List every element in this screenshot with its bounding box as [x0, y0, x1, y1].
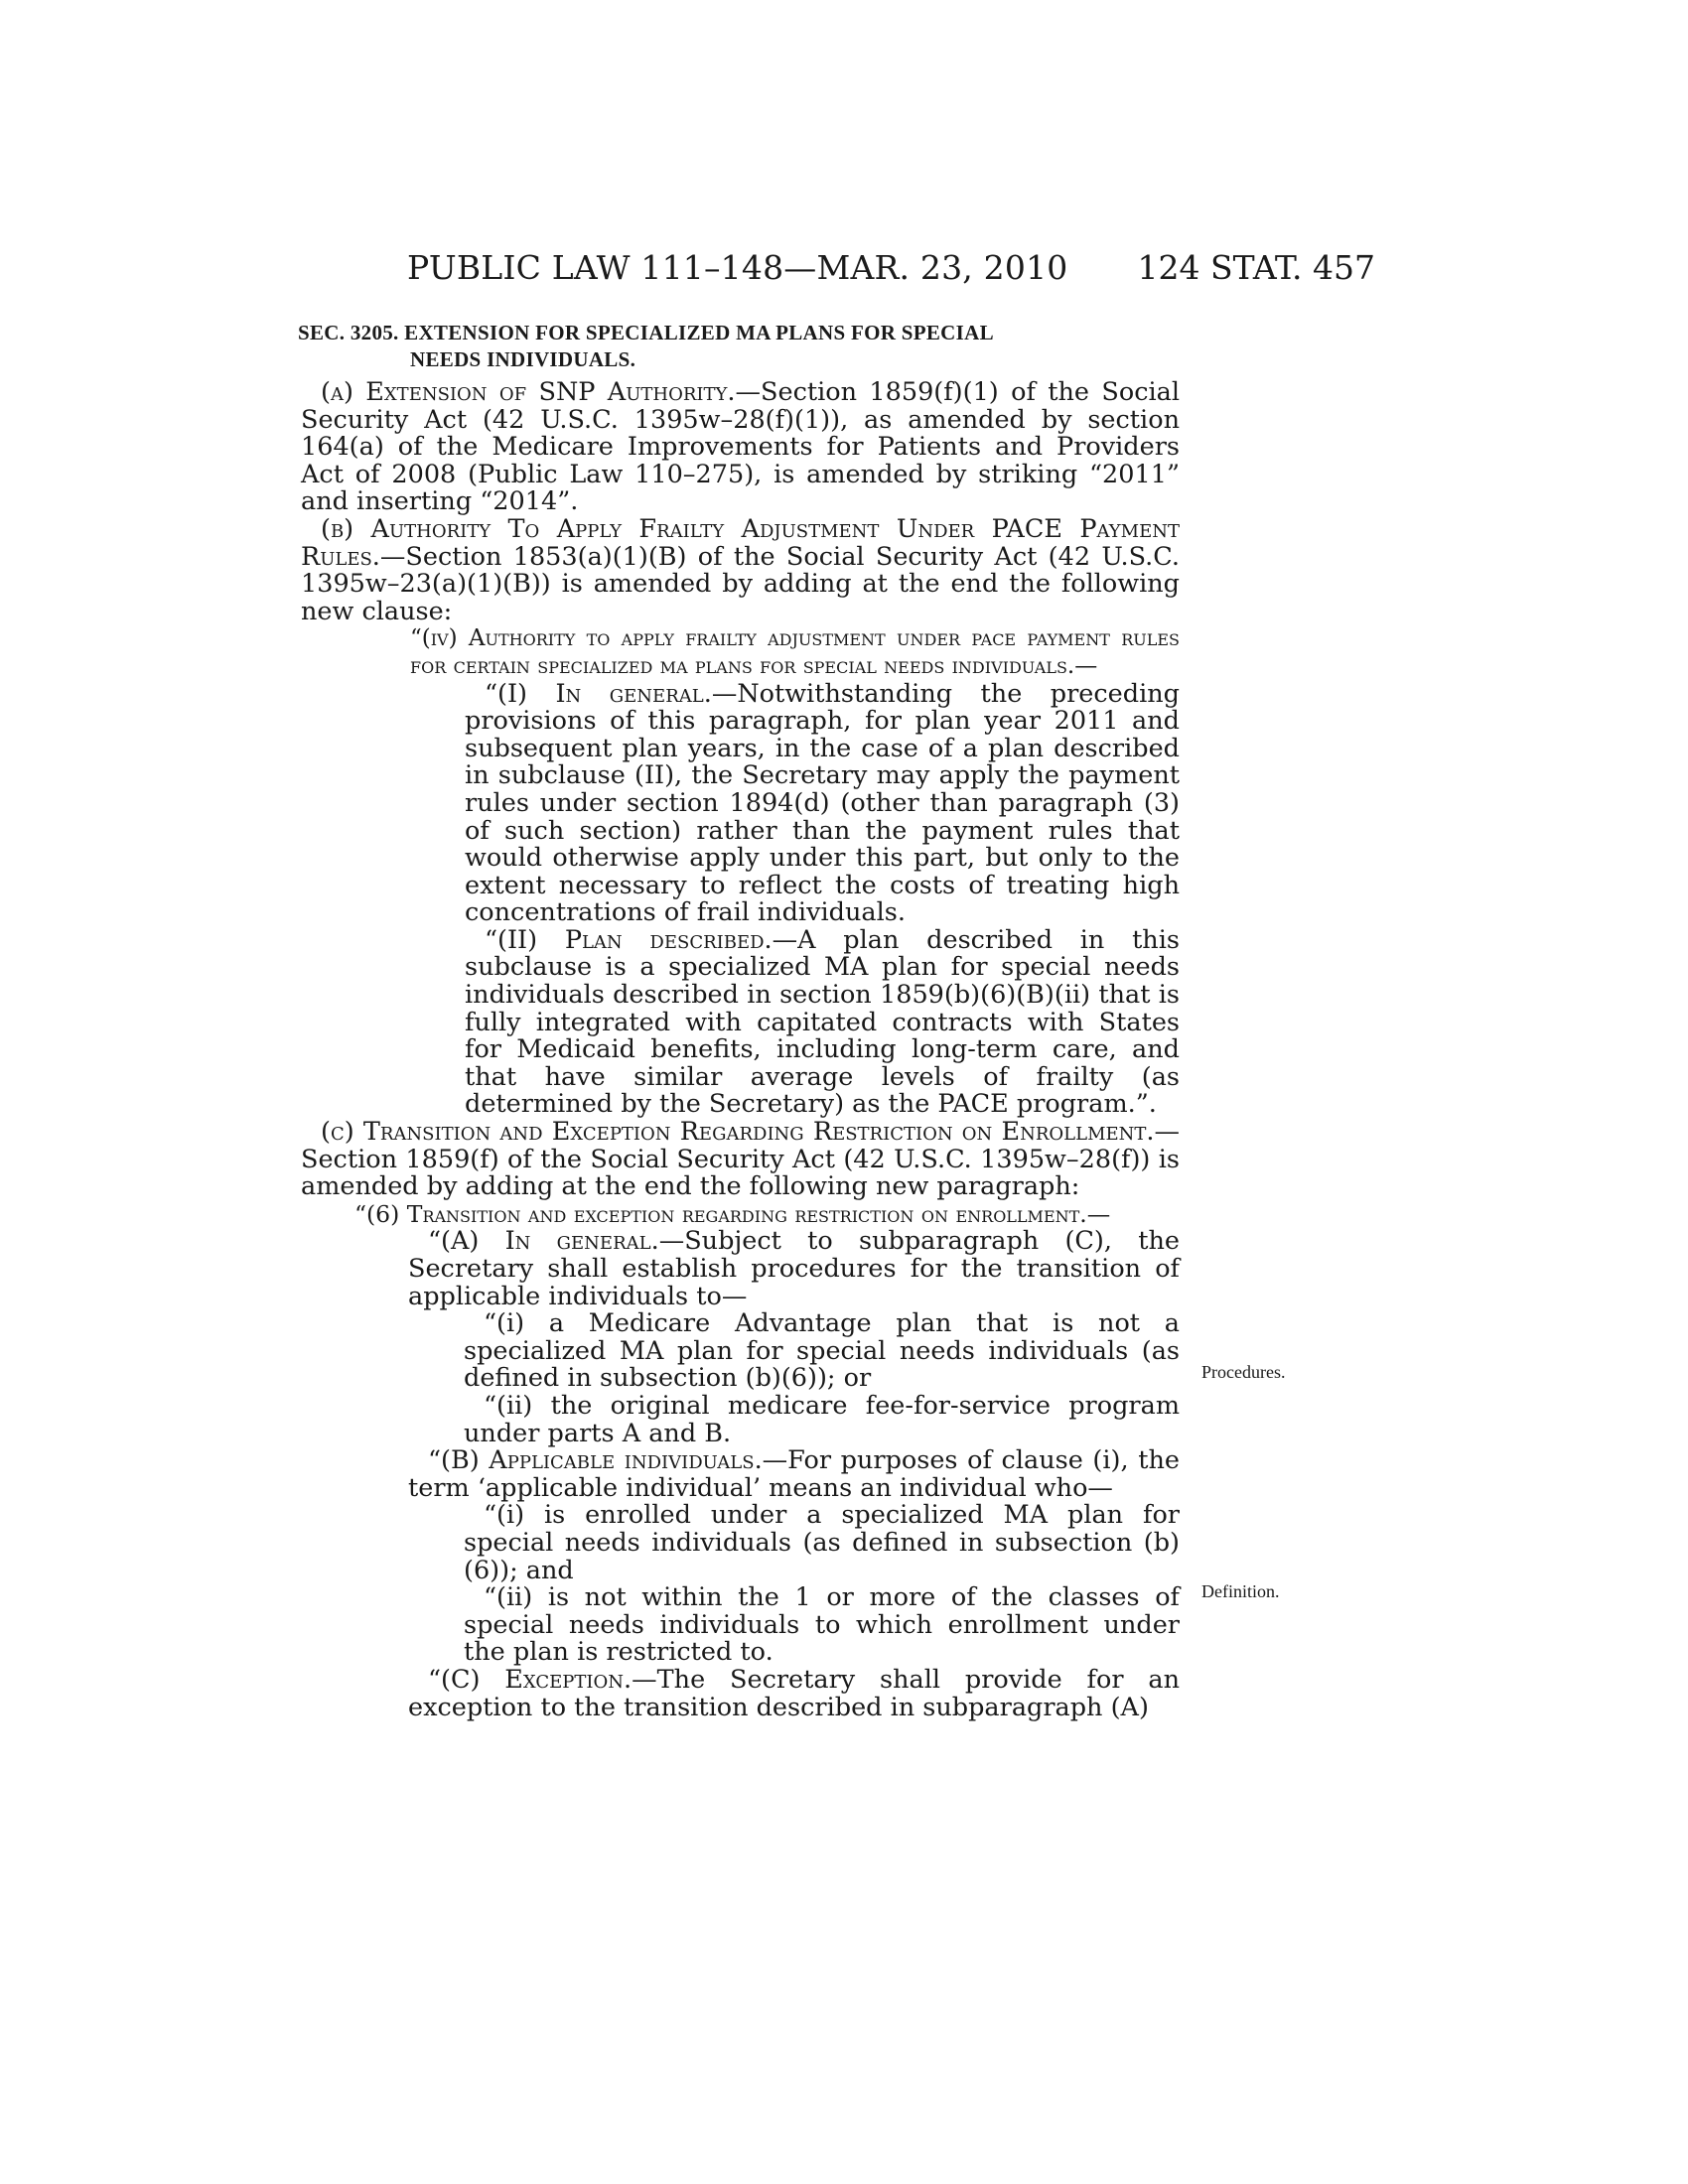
section-heading-line1: SEC. 3205. EXTENSION FOR SPECIALIZED MA PLANS FOR SPECIAL	[298, 321, 994, 344]
subparagraph-A-clause-i: “(i) a Medicare Advantage plan that is not a specialized MA plan for special needs individuals (as defined in subsection (b)(6)); or	[464, 1308, 1180, 1394]
subclause-I-heading: “(I) In general.	[485, 678, 712, 709]
subclause-II	[465, 924, 1180, 1120]
subsection-b	[301, 513, 1180, 626]
paragraph-6-heading: “(6) Transition and exception regarding restriction on enrollment.—	[354, 1199, 1111, 1228]
subparagraph-B-heading: “(B) Applicable individuals.	[428, 1445, 763, 1476]
margin-note-definition: Definition.	[1201, 1581, 1280, 1601]
running-header-title: PUBLIC LAW 111–148—MAR. 23, 2010	[407, 248, 1068, 287]
subparagraph-B-clause-ii: “(ii) is not within the 1 or more of the classes of special needs individuals to which enrollment under the plan is restricted to.	[464, 1582, 1180, 1668]
subparagraph-A-heading: “(A) In general.	[428, 1226, 659, 1257]
subclause-II-text: —A plan described in this subclause is a specialized MA plan for special needs individuals described in section 1859(b)(6)(B)(ii) that is fully integrated with capitated contracts with States for Medicaid benefits, including long-term care, and that have similar average levels of frailty (as determined by the Secretary) as the PACE program.”.	[465, 924, 1180, 1120]
subparagraph-B-text: —For purposes of clause (i), the term ‘applicable individual’ means an individual who—	[408, 1445, 1180, 1503]
subparagraph-B-clause-i: “(i) is enrolled under a specialized MA plan for special needs individuals (as defined in subsection (b)(6)); and	[464, 1500, 1180, 1585]
subsection-a-heading: (a) Extension of SNP Authority.	[321, 377, 736, 407]
subparagraph-B	[408, 1447, 1180, 1502]
subsection-c-heading: (c) Transition and Exception Regarding Restriction on Enrollment.	[321, 1117, 1155, 1148]
subsection-a	[301, 379, 1180, 516]
subclause-group	[465, 678, 1180, 1120]
clause-iv-heading: “(iv) Authority to apply frailty adjustment under pace payment rules for certain specialized ma plans for special needs individuals.—	[410, 625, 1180, 679]
page-stat-number: 124 STAT. 457	[1137, 248, 1375, 287]
subparagraph-C-text: —The Secretary shall provide for an exception to the transition described in subparagraph (A)	[408, 1664, 1180, 1722]
subparagraph-C	[408, 1664, 1180, 1722]
subsection-c-text: —Section 1859(f) of the Social Security Act (42 U.S.C. 1395w–28(f)) is amended by adding at the end the following new paragraph:	[301, 1117, 1180, 1202]
subparagraph-A-text: —Subject to subparagraph (C), the Secretary shall establish procedures for the transition of applicable individuals to—	[408, 1226, 1180, 1311]
subclause-II-heading: “(II) Plan described.	[485, 924, 773, 955]
subsection-b-text: —Section 1853(a)(1)(B) of the Social Security Act (42 U.S.C. 1395w–23(a)(1)(B)) is amended by adding at the end the following new clause:	[301, 541, 1180, 626]
margin-note-procedures: Procedures.	[1201, 1362, 1286, 1382]
subsection-c	[301, 1119, 1180, 1201]
subparagraph-B-clauses	[408, 1502, 1180, 1667]
section-heading-line2: NEEDS INDIVIDUALS.	[410, 347, 636, 371]
section-heading	[298, 320, 1172, 373]
subparagraph-C-heading: “(C) Exception.	[428, 1664, 633, 1695]
subparagraph-A-clause-ii: “(ii) the original medicare fee-for-service program under parts A and B.	[464, 1390, 1180, 1448]
subclause-I-text: —Notwithstanding the preceding provisions of this paragraph, for plan year 2011 and subsequent plan years, in the case of a plan described in subclause (II), the Secretary may apply the payment rules under section 1894(d) (other than paragraph (3) of such section) rather than the payment rules that would otherwise apply under this part, but only to the extent necessary to reflect the costs of treating high concentrations of frail individuals.	[465, 678, 1180, 928]
subsection-b-heading: (b) Authority To Apply Frailty Adjustment Under PACE Payment Rules.	[301, 513, 1180, 572]
subparagraph-group	[354, 1228, 1180, 1721]
subclause-I	[465, 678, 1180, 928]
running-header	[298, 248, 1375, 298]
subsection-a-text: —Section 1859(f)(1) of the Social Security Act (42 U.S.C. 1395w–28(f)(1)), as amended by section 164(a) of the Medicare Improvements for Patients and Providers Act of 2008 (Public Law 110–275), is amended by striking “2011” and inserting “2014”.	[301, 377, 1181, 517]
subparagraph-A-clauses	[408, 1310, 1180, 1447]
section-body	[301, 379, 1180, 1721]
subparagraph-A	[408, 1228, 1180, 1310]
